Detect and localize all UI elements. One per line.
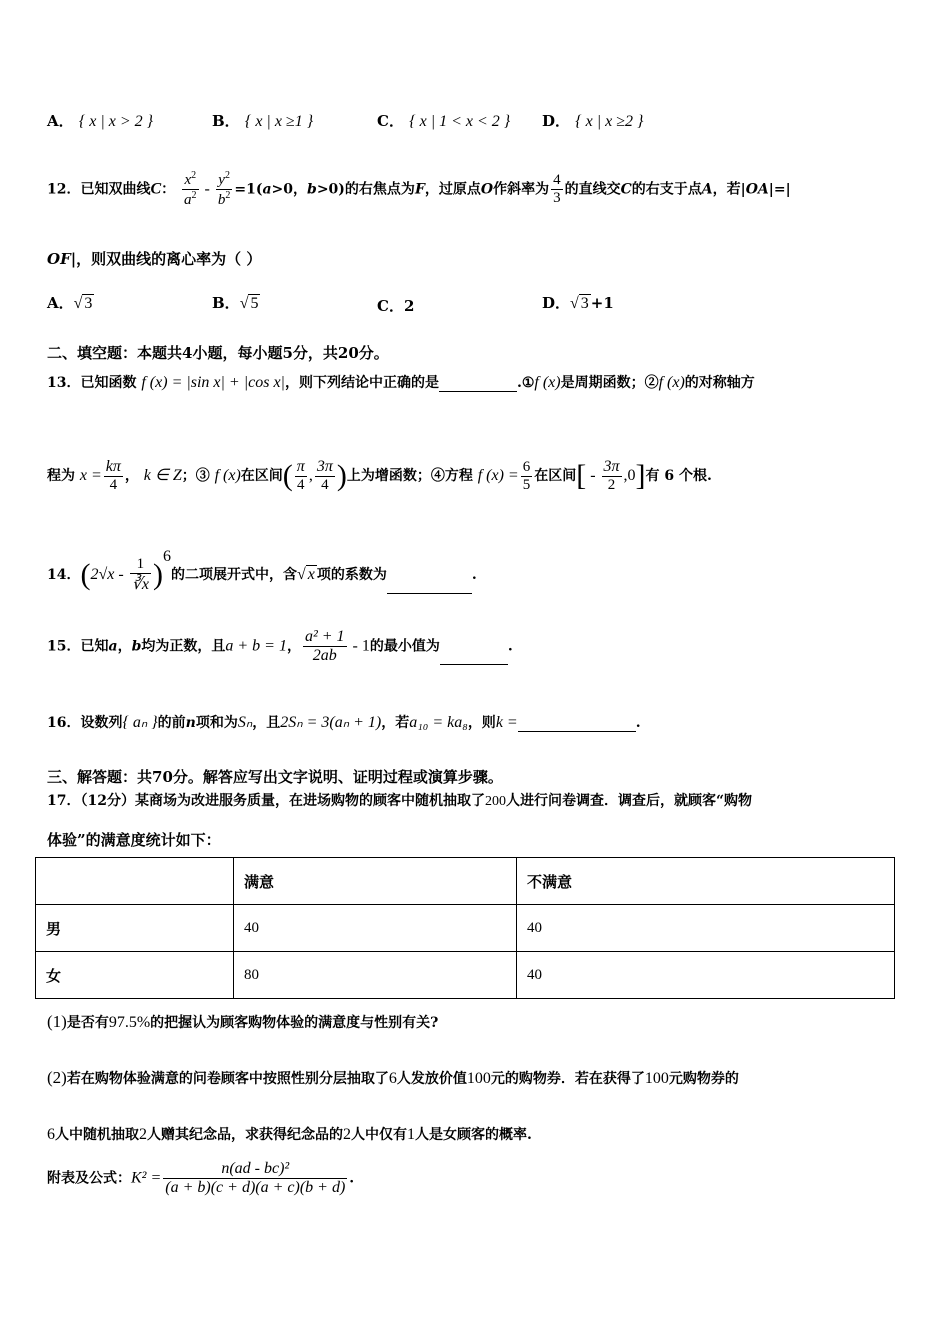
den: a	[184, 192, 192, 208]
question-number: 15．	[47, 638, 81, 655]
question-number: 16．	[47, 715, 81, 731]
minus: -	[200, 180, 214, 198]
num: kπ	[105, 458, 121, 475]
text: ，则下列结论中正确的是	[284, 375, 439, 391]
text: 上为增函数；④方程	[346, 468, 473, 484]
text: >0)的右焦点为	[316, 181, 415, 198]
option-math: { x | x > 2 }	[78, 113, 154, 130]
text: ；③	[181, 468, 210, 484]
math: C	[150, 180, 162, 198]
fraction-x2-a2: $\frac{x^2}{a^2}$	[184, 170, 197, 208]
text: 已知双曲线	[80, 181, 151, 198]
table-cell: 80	[234, 952, 517, 999]
math: f (x)	[214, 467, 241, 484]
number: 1	[407, 1126, 415, 1143]
option-math: { x | x ≥2 }	[575, 113, 644, 130]
number: 97.5%	[108, 1014, 151, 1031]
fraction-a2p1-2ab	[303, 628, 347, 665]
num: x	[184, 172, 192, 188]
text: .	[635, 715, 641, 731]
text: .	[349, 1170, 355, 1187]
option-math: { x | x ≥1 }	[244, 113, 314, 130]
text: 元购物券的	[668, 1071, 739, 1087]
q17-formula	[47, 1160, 354, 1197]
text: 在区间	[534, 468, 577, 484]
num: 4	[553, 172, 561, 188]
text: 已知函数	[80, 375, 137, 391]
den: 4	[297, 477, 305, 493]
text: .	[507, 638, 513, 655]
q12-option-c	[377, 295, 414, 316]
math: a	[262, 181, 272, 198]
math: x	[307, 566, 315, 583]
q17-line2: 体验”的满意度统计如下：	[47, 831, 221, 849]
text: 的右支于点	[631, 181, 702, 198]
num: π	[296, 458, 305, 475]
q15-line	[47, 628, 513, 665]
q17-part2	[47, 1068, 739, 1088]
text: =1(	[234, 181, 263, 198]
fraction-3pi-4	[315, 458, 335, 494]
q12-line1	[47, 170, 791, 209]
math: f (x)	[658, 374, 685, 391]
math: F	[414, 181, 425, 198]
text: |，则双曲线的离心率为（ ）	[70, 250, 262, 268]
num: 1	[130, 556, 151, 574]
text: 项的系数为	[316, 567, 387, 583]
option-label: A．	[47, 112, 74, 130]
math: a + b = 1	[225, 637, 287, 655]
text: 17．（12分）某商场为改进服务质量，在进场购物的顾客中随机抽取了	[47, 793, 485, 809]
table-header-cell: 满意	[234, 858, 517, 905]
text: |=|	[768, 181, 791, 198]
text: 的二项展开式中，含	[171, 567, 297, 583]
exponent: 6	[163, 548, 171, 565]
question-number: 13．	[47, 375, 81, 391]
q12-line2	[47, 248, 261, 269]
q14-line: 14．(2√x - $\frac{1}{∛x}$ )$^6$的二项展开式中，含√ x 项的系数为 .	[47, 548, 477, 593]
table-cell: 40	[517, 952, 895, 999]
number: 100	[466, 1070, 491, 1087]
answer-blank[interactable]	[439, 391, 517, 392]
text: 是周期函数；②	[560, 375, 659, 391]
q11-option-b	[212, 110, 313, 131]
math: K² =	[131, 1169, 162, 1187]
math: f (x)	[534, 374, 561, 391]
text: 的前	[157, 715, 186, 731]
text: ，	[117, 638, 132, 655]
option-label: B．	[212, 294, 240, 312]
q11-option-d	[542, 110, 643, 131]
text: 的对称轴方	[684, 375, 755, 391]
q12-option-b: B．√ 5	[212, 294, 259, 312]
math: x =	[79, 467, 102, 484]
text: 人赠其纪念品，求获得纪念品的	[147, 1127, 343, 1143]
table-header-cell: 不满意	[517, 858, 895, 905]
option-label: C．	[377, 112, 404, 130]
number: 2	[343, 1126, 351, 1143]
text: 人发放价值	[396, 1071, 467, 1087]
math: k =	[495, 714, 518, 731]
text: ：	[161, 181, 176, 198]
text: 均为正数，且	[141, 638, 226, 655]
math: b	[307, 181, 317, 198]
text: 项和为	[195, 715, 238, 731]
text: .	[471, 567, 477, 583]
math: k ∈ Z	[143, 467, 182, 484]
math: f (x) =	[477, 467, 519, 484]
option-math: 2	[403, 297, 415, 315]
option-label: D．	[542, 112, 571, 130]
den: 4	[321, 477, 329, 493]
text: 程为	[47, 468, 75, 484]
number: 100	[644, 1070, 669, 1087]
num: 3π	[316, 458, 333, 475]
text: ，过原点	[424, 181, 481, 198]
text: ，若|	[712, 181, 746, 198]
math: C	[620, 181, 632, 198]
math: { aₙ }	[122, 714, 158, 731]
option-label: D．	[542, 294, 571, 312]
q13-line1	[47, 372, 755, 392]
text: 人中随机抽取	[55, 1127, 139, 1143]
den: 2	[607, 477, 616, 493]
math: Sₙ	[237, 714, 253, 731]
text: ，且	[252, 715, 281, 731]
text: ，	[124, 468, 139, 484]
text: 人进行问卷调查．调查后，就顾客“购物	[505, 793, 753, 809]
q11-option-c	[377, 110, 510, 131]
fraction-slope	[551, 172, 563, 207]
math: A	[701, 181, 713, 198]
text: ，则	[467, 715, 496, 731]
fraction-k2	[163, 1160, 347, 1197]
option-suffix: +1	[590, 294, 614, 312]
text: 附表及公式：	[47, 1170, 131, 1187]
fraction-6-5	[521, 459, 533, 494]
math: ,0	[623, 467, 636, 484]
option-math: 3	[580, 295, 589, 312]
den: 2ab	[312, 647, 337, 664]
text: 人中仅有	[351, 1127, 407, 1143]
table-header-cell	[36, 858, 234, 905]
den: 4	[109, 477, 118, 493]
table-cell: 男	[36, 905, 234, 952]
math: 2Sₙ = 3(aₙ + 1)	[280, 714, 382, 731]
den: 5	[522, 476, 531, 493]
text: .①	[516, 375, 535, 391]
den: 3	[553, 190, 561, 206]
fraction-pi-4	[295, 458, 307, 494]
section-3-heading: 三、解答题：共70分。解答应写出文字说明、证明过程或演算步骤。	[47, 768, 503, 786]
table-cell: 40	[234, 905, 517, 952]
text: 的最小值为	[369, 638, 440, 655]
question-number: 12．	[47, 181, 81, 198]
number: 6	[388, 1070, 397, 1087]
text: >0，	[271, 181, 308, 198]
den: b	[217, 192, 226, 208]
option-label: A．	[47, 294, 74, 312]
q17-part2-cont	[47, 1124, 532, 1144]
num: 3π	[603, 458, 620, 475]
fraction-3pi-2	[602, 458, 622, 494]
math: - 1	[348, 637, 370, 655]
fraction-1-cbrt-x	[130, 556, 151, 594]
math: O	[480, 181, 494, 198]
answer-blank[interactable]	[387, 593, 472, 594]
den: (a + b)(c + d)(a + c)(b + d)	[165, 1179, 346, 1196]
table-header-row	[36, 858, 895, 905]
text: 是否有	[66, 1015, 109, 1031]
table-cell: 40	[517, 905, 895, 952]
text: ，若	[381, 715, 410, 731]
option-label: B．	[212, 112, 240, 130]
option-math: 3	[84, 295, 93, 312]
answer-blank[interactable]	[518, 731, 636, 732]
math: n	[185, 715, 196, 731]
table-row	[36, 905, 895, 952]
option-math: 5	[250, 295, 259, 312]
q17-part1	[47, 1012, 438, 1032]
num: a² + 1	[304, 628, 345, 645]
part-tag: (2)	[47, 1068, 67, 1087]
fraction-kpi-4	[104, 458, 123, 494]
question-number: 14．	[47, 567, 81, 583]
math: a₁₀ = ka₈	[409, 714, 468, 731]
math: a	[108, 638, 118, 655]
num: n(ad - bc)²	[163, 1160, 347, 1179]
math: OF	[47, 250, 71, 268]
q17-line1	[47, 790, 752, 810]
text: 已知	[80, 638, 109, 655]
den: ∛x	[131, 576, 149, 593]
q12-option-d: D．√ 3 +1	[542, 294, 614, 312]
text: 人是女顾客的概率.	[415, 1127, 532, 1143]
num: y	[218, 172, 225, 188]
math: b	[131, 638, 142, 655]
answer-blank[interactable]	[440, 664, 508, 665]
part-tag: (1)	[47, 1012, 67, 1031]
table-cell: 女	[36, 952, 234, 999]
text: 设数列	[80, 715, 123, 731]
option-math: { x | 1 < x < 2 }	[409, 113, 511, 130]
text: 的把握认为顾客购物体验的满意度与性别有关?	[150, 1015, 439, 1031]
text: 在区间	[240, 468, 283, 484]
q13-line2: 程为 x = $\frac{k\pi}{4}$ ， k ∈ Z；③ f (x)在区间( $\frac{\pi}{4}$ , $\frac{3\pi}{4}$ )上为增函数；④方程 f (x) = $\frac{6}{5}$ 在区间[ - $\frac{3\pi}{2}$ ,0]有 6 个根.	[47, 458, 712, 493]
section-2-heading: 二、填空题：本题共4小题，每小题5分，共20分。	[47, 344, 389, 362]
text: 元的购物券．若在获得了	[490, 1071, 645, 1087]
text: 有 6 个根.	[645, 468, 712, 484]
math: f (x) = |sin x| + |cos x|	[141, 374, 285, 391]
q16-line	[47, 712, 641, 732]
text: 若在购物体验满意的问卷顾客中按照性别分层抽取了	[66, 1071, 389, 1087]
number: 6	[47, 1126, 55, 1143]
fraction-y2-b2: $\frac{y^2}{b^2}$	[217, 170, 231, 208]
text: 的直线交	[564, 181, 621, 198]
number: 200	[484, 794, 506, 809]
table-row	[36, 952, 895, 999]
q11-option-a	[47, 110, 153, 131]
text: ，	[286, 638, 301, 655]
option-label: C．	[377, 297, 404, 315]
number: 2	[139, 1126, 147, 1143]
num: 6	[522, 458, 531, 475]
math: 2√x -	[90, 566, 128, 583]
q12-option-a: A．√ 3	[47, 294, 93, 312]
math: OA	[745, 181, 769, 198]
satisfaction-table	[35, 857, 895, 999]
text: 作斜率为	[493, 181, 550, 198]
